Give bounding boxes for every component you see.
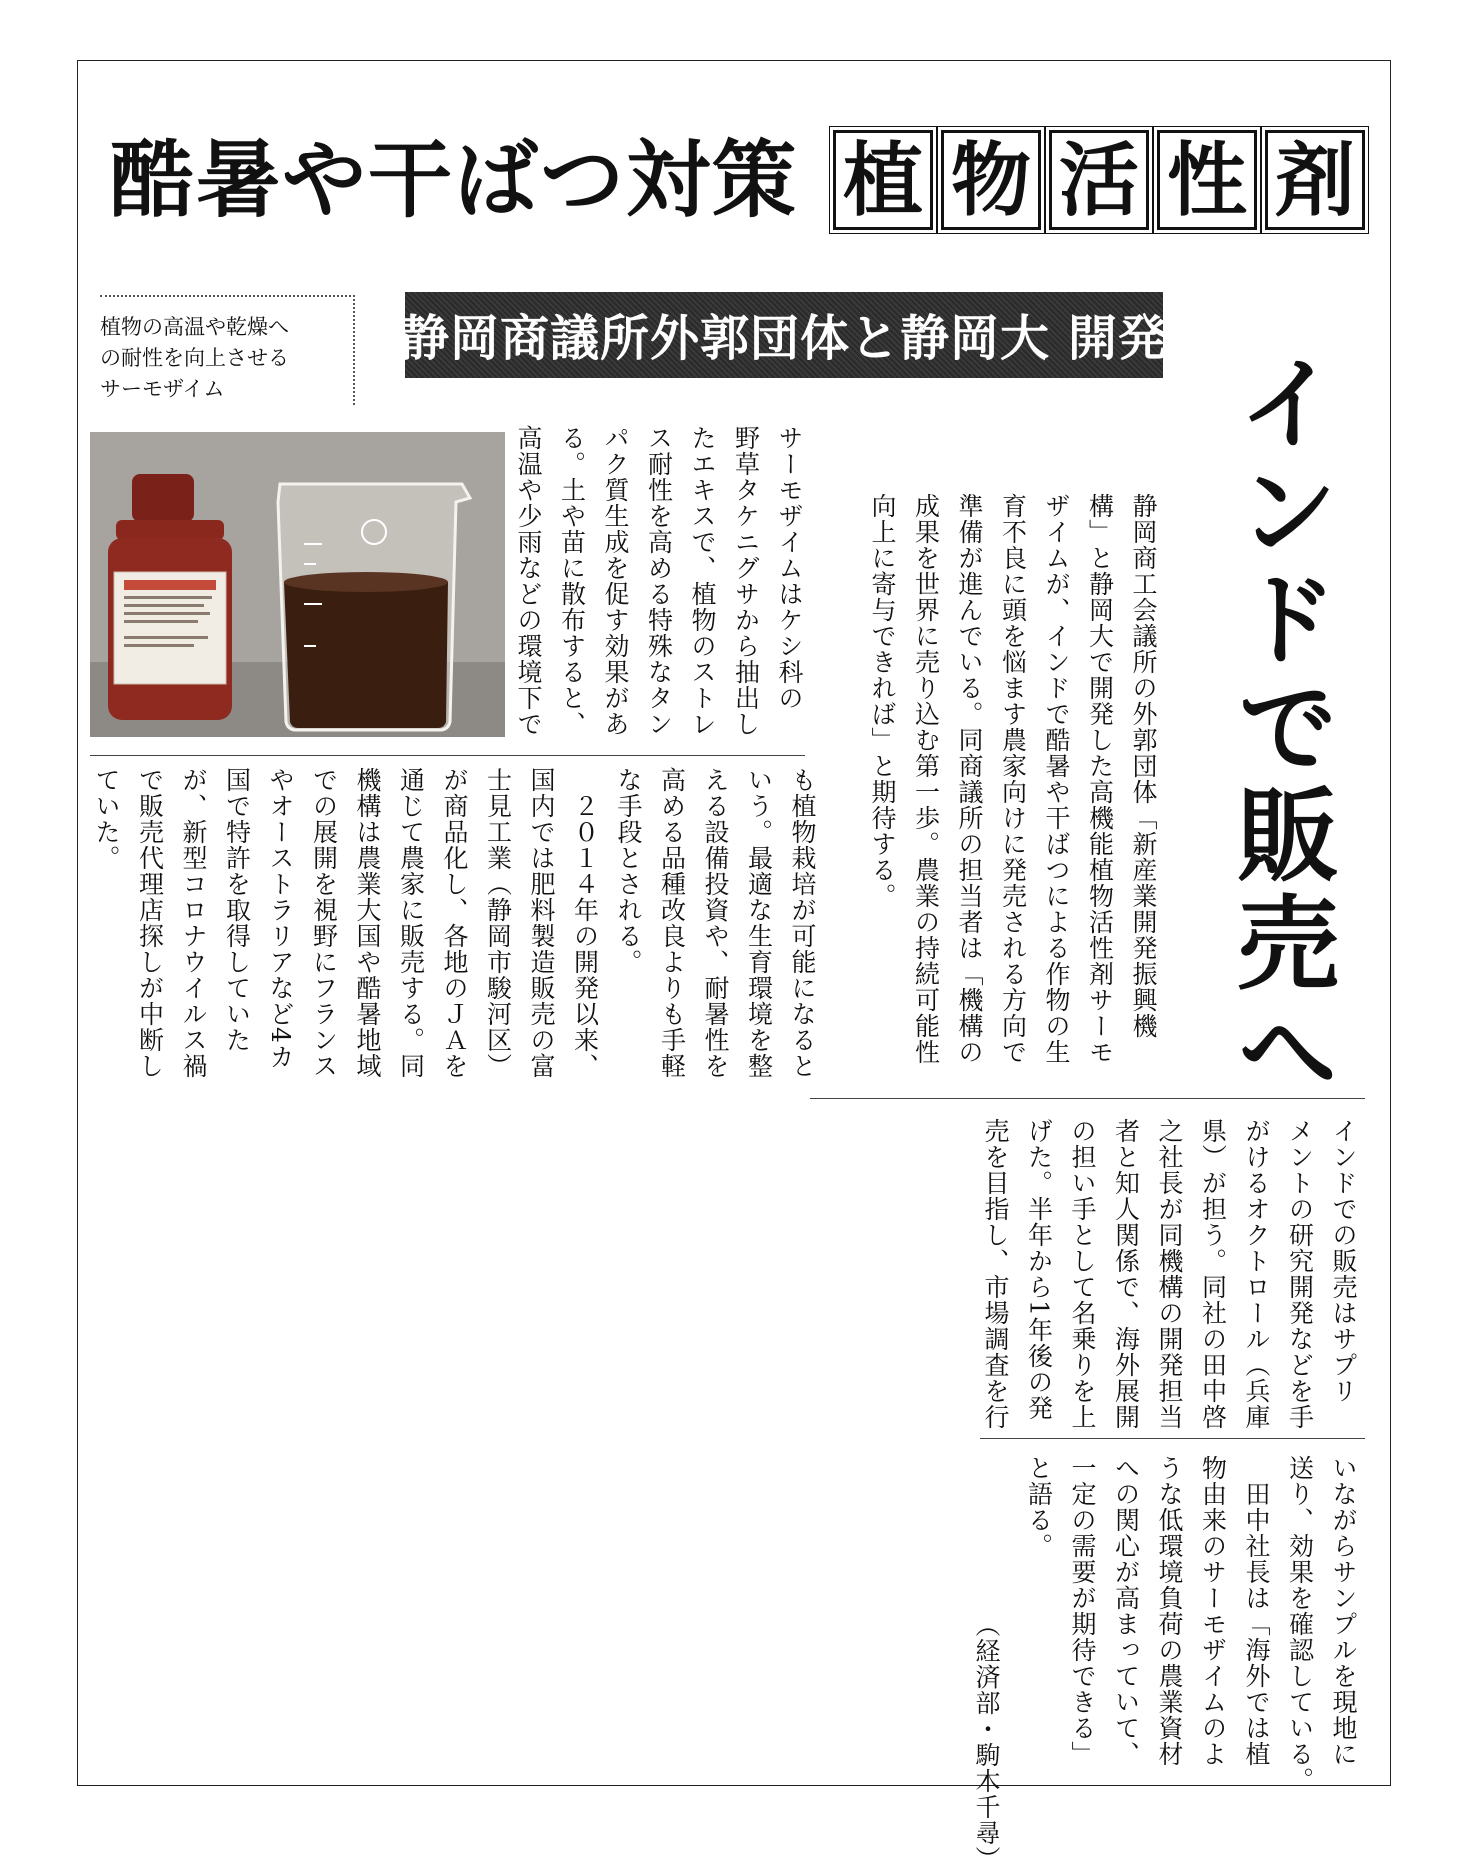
- caption-line: サーモザイム: [100, 377, 225, 401]
- boxed-char: 植: [833, 130, 933, 230]
- text-line: 一定の需要が期待できる」: [1068, 1455, 1097, 1767]
- text-line: サーモザイムはケシ科の: [775, 425, 804, 711]
- boxed-char: 剤: [1265, 130, 1365, 230]
- text-line: 売を目指し、市場調査を行: [981, 1118, 1010, 1430]
- text-line: 県）が担う。同社の田中啓: [1198, 1118, 1228, 1430]
- text-line: 構」と静岡大で開発した高機能植物活性剤サーモ: [1085, 493, 1115, 1065]
- text-line: 向上に寄与できれば」と期待する。: [868, 493, 897, 909]
- text-line: ス耐性を高める特殊なタン: [644, 425, 674, 737]
- headline-boxed: [830, 126, 1368, 234]
- text-line: 士見工業（静岡市駿河区）: [483, 767, 513, 1079]
- text-line: 物由来のサーモザイムのよ: [1198, 1455, 1228, 1767]
- column-rule: [810, 1098, 1365, 1099]
- boxed-char: 物: [941, 130, 1041, 230]
- text-line: える設備投資や、耐暑性を: [701, 767, 730, 1079]
- text-line: 育不良に頭を悩ます農家向けに発売される方向で: [998, 493, 1028, 1065]
- text-line: 準備が進んでいる。同商議所の担当者は「機構の: [955, 493, 984, 1065]
- text-line: たエキスで、植物のストレ: [688, 425, 717, 737]
- text-line: がけるオクトロール（兵庫: [1242, 1118, 1271, 1430]
- text-line: 機構は農業大国や酷暑地域: [353, 767, 382, 1079]
- byline: [968, 1612, 1008, 1872]
- headline-main: 酷暑や干ばつ対策: [110, 130, 799, 229]
- text-line: での展開を視野にフランス: [309, 767, 339, 1079]
- body-block-right-bottom: [1015, 1455, 1365, 1793]
- caption-line: 植物の高温や乾燥へ: [100, 315, 289, 339]
- text-line: 国内では肥料製造販売の富: [527, 767, 556, 1079]
- product-photo-illustration: [90, 432, 505, 737]
- text-line: 高温や少雨などの環境下で: [514, 425, 543, 737]
- text-line: への関心が高まっていて、: [1111, 1455, 1141, 1767]
- text-line: 之社長が同機構の開発担当: [1155, 1118, 1184, 1430]
- text-line: 野草タケニグサから抽出し: [731, 425, 761, 737]
- vertical-title: インドで販売へ: [1220, 350, 1340, 1106]
- text-line: 静岡商工会議所の外郭団体「新産業開発振興機: [1129, 493, 1158, 1039]
- text-line: 成果を世界に売り込む第一歩。農業の持続可能性: [911, 493, 941, 1065]
- boxed-char: 活: [1049, 130, 1149, 230]
- text-line: うな低環境負荷の農業資材: [1155, 1455, 1184, 1767]
- text-line: な手段とされる。: [614, 767, 643, 975]
- text-line: ザイムが、インドで酷暑や干ばつによる作物の生: [1042, 493, 1071, 1065]
- text-line: ていた。: [92, 767, 121, 871]
- text-line: げた。半年から1年後の発: [1024, 1118, 1054, 1421]
- lead-paragraph: [843, 493, 1165, 1065]
- text-line: やオーストラリアなど4カ: [266, 767, 295, 1070]
- column-rule: [90, 755, 805, 756]
- text-line: る。土や苗に散布すると、: [557, 425, 587, 737]
- body-block-right-middle: [970, 1118, 1365, 1444]
- beaker-liquid: [284, 577, 448, 728]
- text-line: と語る。: [1024, 1455, 1054, 1559]
- text-line: が商品化し、各地のＪＡを: [440, 767, 469, 1079]
- text-line: メントの研究開発などを手: [1285, 1118, 1315, 1430]
- text-line: 田中社長は「海外では植: [1242, 1455, 1271, 1767]
- text-line: 高める品種改良よりも手軽: [657, 767, 687, 1079]
- text-line: 送り、効果を確認している。: [1285, 1455, 1315, 1793]
- text-line: インドでの販売はサプリ: [1329, 1118, 1358, 1404]
- text-line: 通じて農家に販売する。同: [396, 767, 426, 1079]
- photo-caption: [100, 295, 355, 405]
- text-line: の担い手として名乗りを上: [1068, 1118, 1097, 1430]
- text-line: で販売代理店探しが中断し: [135, 767, 165, 1079]
- column-rule: [980, 1438, 1365, 1439]
- boxed-char: 性: [1157, 130, 1257, 230]
- text-line: 国で特許を取得していた: [222, 767, 252, 1053]
- product-photo: [90, 432, 505, 737]
- byline-text: （経済部・駒木千尋）: [972, 1612, 1001, 1872]
- body-block-lower: [84, 767, 824, 1093]
- text-line: いう。最適な生育環境を整: [744, 767, 774, 1079]
- text-line: 者と知人関係で、海外展開: [1111, 1118, 1141, 1430]
- caption-line: の耐性を向上させる: [100, 346, 289, 370]
- bottle-cap: [132, 474, 194, 522]
- text-line: ２０１４年の開発以来、: [570, 767, 600, 1079]
- text-line: パク質生成を促す効果があ: [601, 425, 630, 737]
- text-line: が、新型コロナウイルス禍: [179, 767, 208, 1079]
- text-line: も植物栽培が可能になると: [788, 767, 817, 1079]
- text-line: いながらサンプルを現地に: [1329, 1455, 1358, 1767]
- body-block-upper: [506, 425, 811, 751]
- subhead-banner: 静岡商議所外郭団体と静岡大 開発: [405, 292, 1163, 378]
